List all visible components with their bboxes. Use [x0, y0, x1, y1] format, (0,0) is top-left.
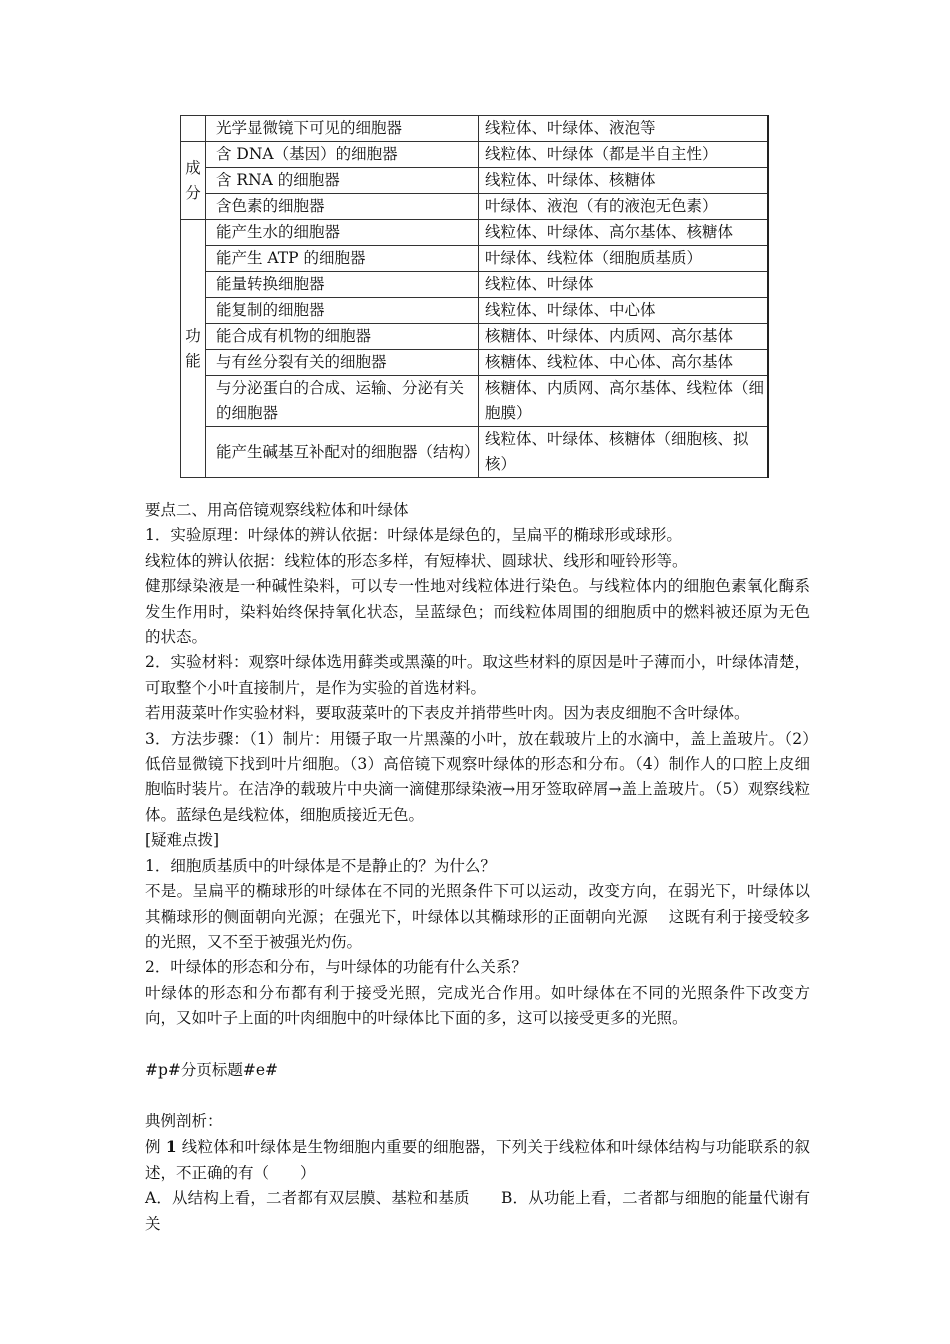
- organelle-list-cell: 核糖体、叶绿体、内质网、高尔基体: [479, 324, 769, 350]
- organelle-list-cell: 叶绿体、线粒体（细胞质基质）: [479, 246, 769, 272]
- category-label: 成分: [185, 158, 201, 202]
- organelle-list-cell: 线粒体、叶绿体、核糖体（细胞核、拟核）: [479, 427, 769, 478]
- organelle-list-cell: 线粒体、叶绿体: [479, 272, 769, 298]
- table-row: [181, 116, 769, 142]
- category-label: 功能: [185, 326, 201, 370]
- paragraph-spinach: 若用菠菜叶作实验材料，要取菠菜叶的下表皮并捎带些叶肉。因为表皮细胞不含叶绿体。: [145, 704, 750, 723]
- paragraph-materials: 2．实验材料：观察叶绿体选用藓类或黑藻的叶。取这些材料的原因是叶子薄而小，叶绿体清楚，可取整个小叶直接制片，是作为实验的首选材料。: [145, 653, 810, 697]
- organelle-property-cell: 光学显微镜下可见的细胞器: [206, 116, 479, 142]
- organelle-property-cell: 含 RNA 的细胞器: [206, 168, 479, 194]
- example-title: 典例剖析：: [145, 1111, 223, 1130]
- organelle-table: [180, 115, 769, 478]
- organelle-list-cell: 线粒体、叶绿体、高尔基体、核糖体: [479, 220, 769, 246]
- category-cell: [181, 116, 206, 142]
- example-1-option-a-b: A．从结构上看，二者都有双层膜、基粒和基质 B．从功能上看，二者都与细胞的能量代谢有关: [145, 1189, 810, 1233]
- difficult-points-title: [疑难点拨]: [145, 831, 220, 850]
- organelle-list-cell: 线粒体、叶绿体、中心体: [479, 298, 769, 324]
- section-title: 要点二、用高倍镜观察线粒体和叶绿体: [145, 501, 409, 519]
- example-1: [145, 1134, 810, 1186]
- example-1-prefix: 例: [145, 1138, 166, 1157]
- paragraph-janus-green: 健那绿染液是一种碱性染料，可以专一性地对线粒体进行染色。与线粒体内的细胞色素氧化酶系发生作用时，染料始终保持氧化状态，呈蓝绿色；而线粒体周围的细胞质中的燃料被还原为无色的状态。: [145, 577, 810, 647]
- table-row: [181, 350, 769, 376]
- organelle-list-cell: 叶绿体、液泡（有的液泡无色素）: [479, 194, 769, 220]
- category-cell: [181, 142, 206, 220]
- organelle-list-cell: 线粒体、叶绿体（都是半自主性）: [479, 142, 769, 168]
- answer-1: 不是。呈扁平的椭球形的叶绿体在不同的光照条件下可以运动，改变方向，在弱光下，叶绿体以其椭球形的侧面朝向光源；在强光下，叶绿体以其椭球形的正面朝向光源 这既有利于接受较多的光照，又不至于被强光灼伤。: [145, 882, 810, 951]
- table-row: [181, 194, 769, 220]
- question-1: 1．细胞质基质中的叶绿体是不是静止的？为什么？: [145, 856, 496, 875]
- organelle-property-cell: 与分泌蛋白的合成、运输、分泌有关的细胞器: [206, 376, 479, 427]
- table-row: [181, 142, 769, 168]
- organelle-list-cell: 线粒体、叶绿体、液泡等: [479, 116, 769, 142]
- table-row: [181, 324, 769, 350]
- organelle-property-cell: 能产生碱基互补配对的细胞器（结构）: [206, 427, 479, 478]
- organelle-property-cell: 含 DNA（基因）的细胞器: [206, 142, 479, 168]
- organelle-property-cell: 能合成有机物的细胞器: [206, 324, 479, 350]
- table-row: [181, 168, 769, 194]
- organelle-property-cell: 能量转换细胞器: [206, 272, 479, 298]
- example-1-number: 1: [165, 1137, 177, 1157]
- example-1-stem: 线粒体和叶绿体是生物细胞内重要的细胞器，下列关于线粒体和叶绿体结构与功能联系的叙述，不正确的有（ ）: [145, 1138, 810, 1182]
- organelle-list-cell: 线粒体、叶绿体、核糖体: [479, 168, 769, 194]
- paragraph-principle-mitochondria: 线粒体的辨认依据：线粒体的形态多样，有短棒状、圆球状、线形和哑铃形等。: [145, 551, 688, 570]
- table-row: [181, 220, 769, 246]
- body-text: [145, 498, 810, 1237]
- organelle-property-cell: 与有丝分裂有关的细胞器: [206, 350, 479, 376]
- category-cell: [181, 220, 206, 478]
- organelle-list-cell: 核糖体、线粒体、中心体、高尔基体: [479, 350, 769, 376]
- table-row: [181, 272, 769, 298]
- paragraph-principle-chloroplast: 1．实验原理：叶绿体的辨认依据：叶绿体是绿色的，呈扁平的椭球形或球形。: [145, 526, 682, 545]
- table-row: [181, 298, 769, 324]
- table-row: [181, 246, 769, 272]
- organelle-table-body: [181, 116, 769, 478]
- question-2: 2．叶绿体的形态和分布，与叶绿体的功能有什么关系？: [145, 958, 527, 977]
- table-row: [181, 427, 769, 478]
- organelle-property-cell: 含色素的细胞器: [206, 194, 479, 220]
- table-row: [181, 376, 769, 427]
- organelle-property-cell: 能产生 ATP 的细胞器: [206, 246, 479, 272]
- answer-2: 叶绿体的形态和分布都有利于接受光照，完成光合作用。如叶绿体在不同的光照条件下改变方向，又如叶子上面的叶肉细胞中的叶绿体比下面的多，这可以接受更多的光照。: [145, 983, 810, 1028]
- page-break-marker: #p#分页标题#e#: [145, 1060, 279, 1079]
- paragraph-steps: 3．方法步骤：（1）制片：用镊子取一片黑藻的小叶，放在载玻片上的水滴中，盖上盖玻片。（2）低倍显微镜下找到叶片细胞。（3）高倍镜下观察叶绿体的形态和分布。（4）制作人的口腔上皮细胞临时装片。在洁净的载玻片中央滴一滴健那绿染液→用牙签取碎屑→盖上盖玻片。（5）观察线粒体。蓝绿色是线粒体，细胞质接近无色。: [145, 729, 810, 824]
- organelle-property-cell: 能产生水的细胞器: [206, 220, 479, 246]
- organelle-property-cell: 能复制的细胞器: [206, 298, 479, 324]
- organelle-list-cell: 核糖体、内质网、高尔基体、线粒体（细胞膜）: [479, 376, 769, 427]
